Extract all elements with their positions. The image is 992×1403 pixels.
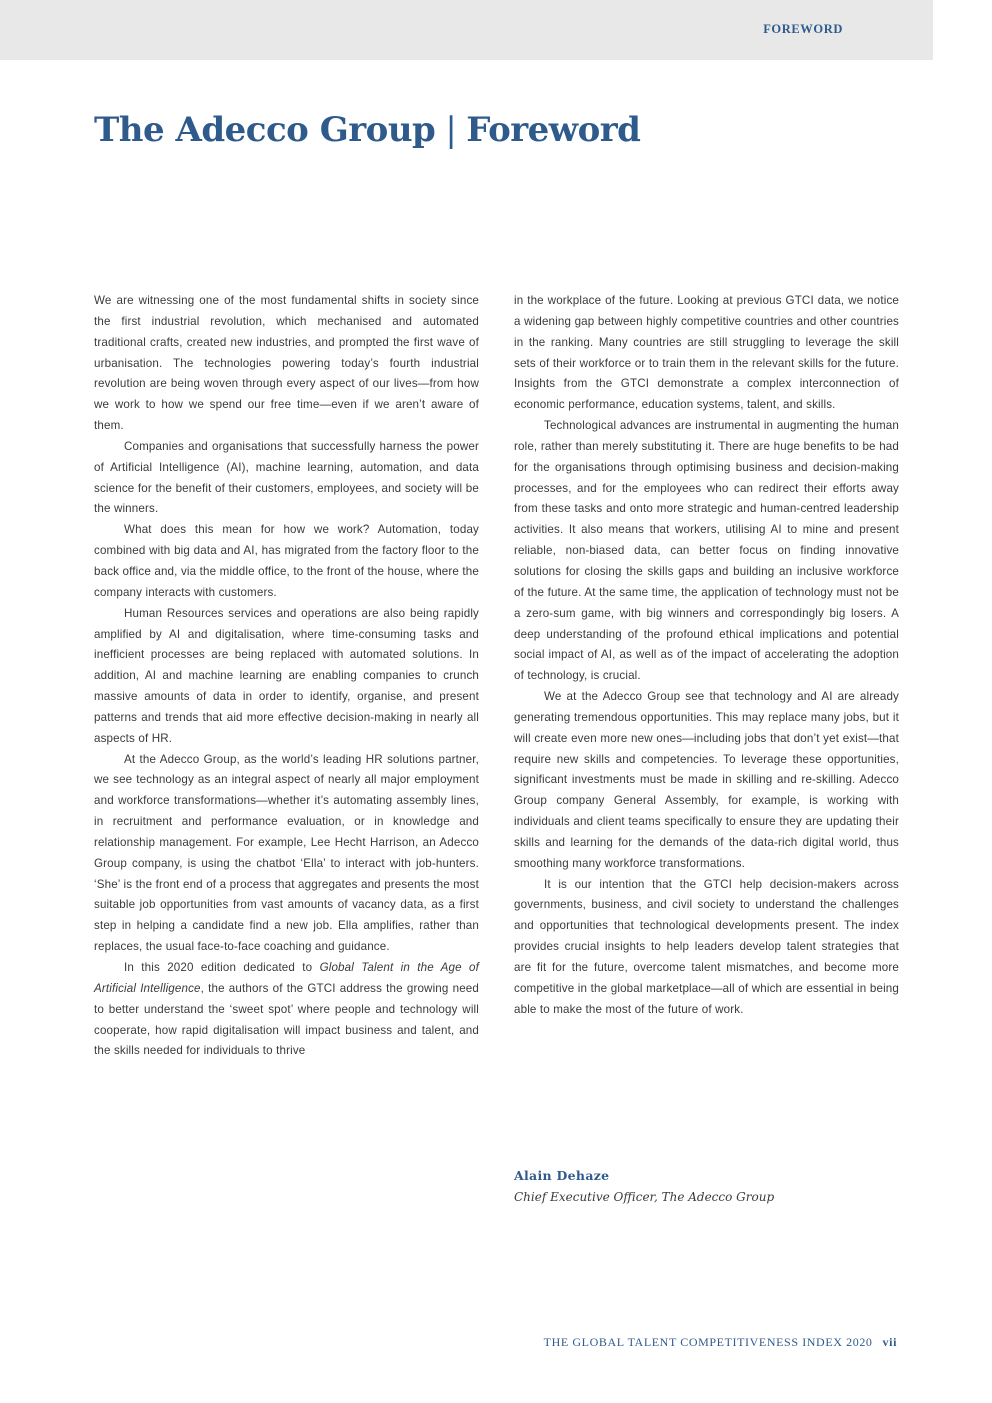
paragraph-text: , the authors of the GTCI address the growing need to better understand the ‘sweet spot’ where people and technology will cooperate, how rapid digitalisation will impact business and talent, and the skills needed for individuals to thrive [94, 981, 479, 1058]
paragraph: We at the Adecco Group see that technology and AI are already generating tremendous opportunities. This may replace many jobs, but it will create even more new ones—including jobs that don’t yet exist—that require new skills and competencies. To leverage these opportunities, significant investments must be made in skilling and re-skilling. Adecco Group company General Assembly, for example, is working with individuals and client teams specifically to ensure they are updating their skills and learning for the demands of the data-rich digital world, thus smoothing many workforce transformations. [514, 690, 899, 870]
signatory-title: Chief Executive Officer, The Adecco Group [514, 1190, 775, 1204]
title-separator: | [445, 110, 457, 150]
paragraph-text: In this 2020 edition dedicated to [124, 961, 320, 974]
report-title-italic: Global Talent in the Age of Artificial Intelligence [94, 961, 479, 995]
page-footer [544, 1335, 897, 1350]
paragraph: It is our intention that the GTCI help decision-makers across governments, business, and civil society to understand the challenges and opportunities that technological developments present. The index provides crucial insights to help leaders develop talent strategies that are fit for the future, overcome talent mismatches, and become more competitive in the global marketplace—all of which are essential in being able to make the most of the future of work. [514, 877, 899, 1016]
header-band [0, 0, 933, 60]
signatory-name: Alain Dehaze [514, 1168, 610, 1183]
title-right: Foreword [466, 110, 641, 150]
page-number: vii [882, 1335, 897, 1349]
paragraph [94, 958, 479, 1062]
left-column [94, 291, 479, 1062]
paragraph: We are witnessing one of the most fundamental shifts in society since the first industrial revolution, which mechanised and automated traditional crafts, created new industries, and prompted the first wave of urbanisation. The technologies powering today’s fourth industrial revolution are being woven through every aspect of our lives—from how we work to how we spend our free time—even if we aren’t aware of them. [94, 294, 479, 433]
signature-block [514, 1166, 774, 1208]
title-left: The Adecco Group [94, 110, 436, 150]
paragraph: At the Adecco Group, as the world’s leading HR solutions partner, we see technology as an integral aspect of nearly all major employment and workforce transformations—whether it’s automating assembly lines, in recruitment and performance evaluation, or in knowledge and relationship management. For example, Lee Hecht Harrison, an Adecco Group company, is using the chatbot ‘Ella’ to interact with job-hunters. ‘She’ is the front end of a process that aggregates and presents the most suitable job opportunities from vast amounts of vacancy data, as a first step in helping a candidate find a new job. Ella amplifies, rather than replaces, the usual face-to-face coaching and guidance. [94, 752, 479, 954]
paragraph: Companies and organisations that successfully harness the power of Artificial Intelligence (AI), machine learning, automation, and data science for the benefit of their customers, employees, and society will be the winners. [94, 439, 479, 516]
page-title [94, 110, 640, 150]
paragraph: Technological advances are instrumental in augmenting the human role, rather than merely substituting it. There are huge benefits to be had for the organisations through optimising business and decision-making processes, and for the employees who can redirect their efforts away from these tasks and onto more strategic and human-centred leadership activities. It also means that workers, utilising AI to mine and present reliable, non-biased data, can better focus on finding innovative solutions for closing the skills gaps and building an inclusive workforce of the future. At the same time, the application of technology must not be a zero-sum game, with big winners and correspondingly big losers. A deep understanding of the profound ethical implications and potential social impact of AI, as well as of the impact of accelerating the adoption of technology, is crucial. [514, 419, 899, 683]
paragraph: in the workplace of the future. Looking at previous GTCI data, we notice a widening gap between highly competitive countries and other countries in the ranking. Many countries are still struggling to leverage the skill sets of their workforce or to train them in the relevant skills for the future. Insights from the GTCI demonstrate a complex interconnection of economic performance, education systems, talent, and skills. [514, 294, 899, 412]
paragraph: What does this mean for how we work? Automation, today combined with big data and AI, has migrated from the factory floor to the back office and, via the middle office, to the front of the house, where the company interacts with customers. [94, 523, 479, 599]
paragraph: Human Resources services and operations are also being rapidly amplified by AI and digitalisation, where time-consuming tasks and inefficient processes are being replaced with automated solutions. In addition, AI and machine learning are enabling companies to crunch massive amounts of data in order to identify, organise, and present patterns and trends that aid more effective decision-making in nearly all aspects of HR. [94, 606, 479, 745]
right-column [514, 291, 899, 1021]
publication-name: THE GLOBAL TALENT COMPETITIVENESS INDEX 2020 [543, 1335, 873, 1349]
section-label: FOREWORD [763, 22, 843, 36]
